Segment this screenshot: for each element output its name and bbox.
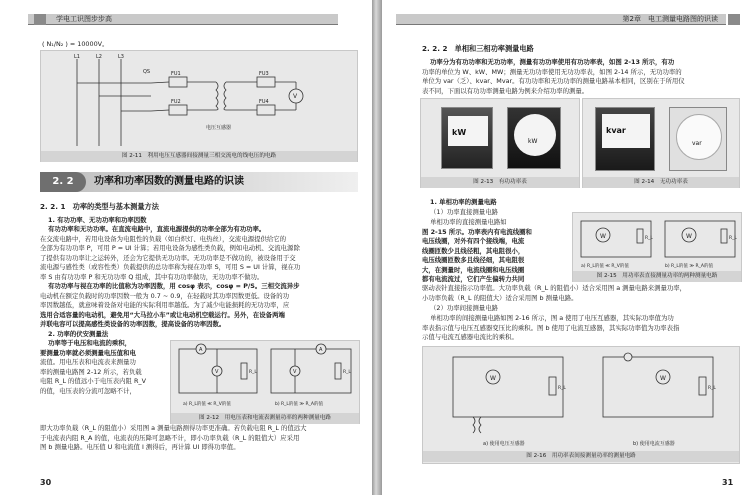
section-title: 功率和功率因数的测量电路的识读 <box>94 176 244 187</box>
right-page-number: 31 <box>722 478 734 487</box>
left-page-number: 30 <box>40 478 52 487</box>
para-3: 功率等于电压和电流的乘积， 要测量功率就必须测量电压值和电 流值。用电压表和电流表来测量功 率的测量电路图 2-12 所示，若负载 电阻 R_L 的值远小于电压表内阻 R_V 的值，电压表的分流可忽略不计， <box>40 339 146 395</box>
figure-2-14 <box>582 98 740 188</box>
fig215-b-label: b) R_L的值 ≫ R_A的值 <box>665 264 713 269</box>
right-item-1-2: （2）功率间接测量电路 <box>430 304 498 312</box>
right-header-text: 第2章 电工测量电路图的识读 <box>622 15 718 23</box>
fig216-wattmeter-b: W <box>660 375 666 382</box>
fig216-circuits <box>423 347 741 451</box>
subsection-2-2-1: 2. 2. 1 功率的类型与基本测量方法 <box>40 202 159 211</box>
para-2: 有功功率与视在功率的比值称为功率因数，用 cosφ 表示，cosφ = P/S。三相交流异步 电动机在额定负载时的功率因数一般为 0.7 ~ 0.9，在轻载时其功率因数更低。设备的功 率因数越低，就意味着设备对电能的实际利用率越低。为了减少电能损耗的无功功率，应 选用合适容量的电动机，避免用“大马拉小车”或让电动机空载运行。另外，在设备两端 并联电容可以提高感性类设备的功率因数，提高设备的功率因数。 <box>40 282 300 328</box>
left-running-header <box>28 14 338 25</box>
figure-2-11 <box>40 50 358 162</box>
fig215-caption: 图 2-15 用功率表直接测量功率的两种测量电路 <box>573 271 741 282</box>
book-gutter <box>372 0 382 495</box>
item-1-heading: 1. 有功功率、无功功率和功率因数 <box>48 216 147 224</box>
right-para-2-cont: 驱动表针直接指示功率值。大功率负载（R_L 的阻值小）适合采用图 a 测量电路来测量功率， 小功率负载（R_L 的阻值大）适合采用图 b 测量电路。 <box>422 284 687 302</box>
fig214-caption: 图 2-14 无功功率表 <box>583 177 739 188</box>
figure-2-15 <box>572 212 742 282</box>
voltmeter-label: V <box>293 93 298 100</box>
voltmeter-a-label: V <box>215 369 219 375</box>
fig216-rl-a: R_L <box>558 386 566 391</box>
rl-a-label: R_L <box>249 370 257 375</box>
fig212-b-label: b) R_L的值 ≫ R_A的值 <box>275 402 323 407</box>
figure-2-12 <box>170 340 360 424</box>
right-item-1-1: （1）功率直接测量电路 <box>430 208 498 216</box>
fig211-caption: 图 2-11 利用电压互感器间接测量三相交流电的线电压的电路 <box>41 151 357 162</box>
varmeter-photo-2: var <box>669 107 727 171</box>
header-square-icon <box>728 14 740 25</box>
fig213-caption: 图 2-13 有功功率表 <box>421 177 579 188</box>
wattmeter-b-label: W <box>686 233 692 240</box>
item-2-heading: 2. 功率的伏安测量法 <box>48 330 109 338</box>
figure-2-13 <box>420 98 580 188</box>
label-l1: L1 <box>74 54 80 60</box>
fig212-a-label: a) R_L的值 ≪ R_V的值 <box>183 402 231 407</box>
fig216-wattmeter-a: W <box>490 375 496 382</box>
ammeter-a-label: A <box>199 347 203 353</box>
label-fu4: FU4 <box>259 99 269 105</box>
subsection-2-2-2: 2. 2. 2 单相和三相功率测量电路 <box>422 44 534 53</box>
label-qs: QS <box>143 69 151 75</box>
right-page <box>382 0 756 495</box>
formula-top: ( N₁/N₂ ) = 10000V。 <box>42 40 109 48</box>
right-item-1: 1. 单相功率的测量电路 <box>430 198 497 206</box>
varmeter-photo-1: kvar <box>595 107 655 171</box>
right-running-header <box>396 14 726 25</box>
fig215-rl-a: R_L <box>645 236 653 241</box>
right-para-1: 功率分为有功功率和无功功率，测量有功功率使用有功功率表，如图 2-13 所示，有功 功率的单位为 W、kW、MW；测量无功功率使用无功功率表，如图 2-14 所示，无功功率的 单位为 var（乏）、kvar、Mvar。有功功率和无功功率的测量电路基本相同，区别在于所用仪 表不同，下面以有功功率测量电路为例来介绍功率的测量。 <box>422 58 685 95</box>
left-page <box>0 0 372 495</box>
fig212-caption: 图 2-12 用电压表和电流表测量功率的两种测量电路 <box>171 413 359 424</box>
fig215-a-label: a) R_L的值 ≪ R_V的值 <box>581 264 629 269</box>
fig216-rl-b: R_L <box>708 386 716 391</box>
fig216-a-label: a) 使用电压互感器 <box>483 441 525 447</box>
rl-b-label: R_L <box>343 370 351 375</box>
fig216-caption: 图 2-16 用功率表间接测量功率的测量电路 <box>423 451 739 462</box>
fig215-rl-b: R_L <box>729 236 737 241</box>
right-para-2: 单相功率的直接测量电路如 图 2-15 所示。功率表内有电流线圈和 电压线圈，对外有四个接线端，电流 线圈匝数少且线径粗，其电阻很小， 电压线圈匝数多且线径细，其电阻很 大，在测量时，电流线圈和电压线圈 都有电流流过，它们产生偏转力共同 <box>422 218 532 283</box>
left-header-text: 学电工识图步步高 <box>56 15 112 23</box>
label-l3: L3 <box>118 54 124 60</box>
label-tv: 电压互感器 <box>206 125 232 131</box>
figure-2-16 <box>422 346 740 464</box>
fig212-circuits <box>171 341 361 413</box>
right-para-3: 单相功率的间接测量电路如图 2-16 所示，图 a 使用了电压互感器，其实际功率值为功 率表指示值与电压互感器变压比的乘积。图 b 使用了电流互感器，其实际功率值为功率表指 示值与电流互感器电流比的乘积。 <box>422 314 680 341</box>
fig216-b-label: b) 使用电流互感器 <box>633 441 675 447</box>
label-fu1: FU1 <box>171 71 181 77</box>
wattmeter-photo-1: kW <box>441 107 493 169</box>
label-l2: L2 <box>96 54 102 60</box>
section-number: 2. 2 <box>40 172 86 192</box>
fig211-circuit <box>41 51 359 151</box>
voltmeter-b-label: V <box>293 369 297 375</box>
wattmeter-photo-2: kW <box>507 107 561 169</box>
ammeter-b-label: A <box>319 347 323 353</box>
para-4: 即大功率负载（R_L 的阻值小）采用图 a 测量电路测得功率更准确。若负载电阻 R_L 的值远大 于电流表内阻 R_A 的值，电流表的压降可忽略不计，即小功率负载（R_L 的阻值大）应采用 图 b 测量电路。电压值 U 和电流值 I 测得后，再计算 UI 即得功率值。 <box>40 424 307 451</box>
fig215-circuits <box>573 213 743 271</box>
label-fu2: FU2 <box>171 99 181 105</box>
wattmeter-a-label: W <box>600 233 606 240</box>
header-square-icon <box>34 14 46 25</box>
para-1: 有功功率和无功功率。在直流电路中，直流电源提供的功率全部为有功功率。 在交流电路中，若用电设备为电阻性的负载（如白炽灯、电热丝），交流电源提供给它的 全部为有功功率 P，可用 P = UI 计算；若用电设备为感性类负载，例如电动机、交流电源除 了提供有功功率让之运转外，还会为它提供无功功率。无功功率是不做功的，被设备用于交 流电源与感性类（或容性类）负载提供的总功率称为视在功率 S，可用 S = UI 计算，视在功 率 S 由有功功率 P 和无功功率 Q 组成，其中有功功率做功，无功功率不做功。 <box>40 225 301 281</box>
label-fu3: FU3 <box>259 71 269 77</box>
